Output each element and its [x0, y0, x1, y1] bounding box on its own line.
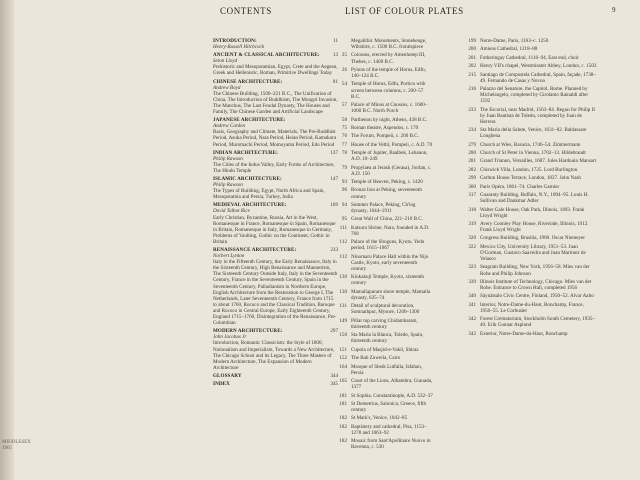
colour-plate-caption: St Mark's, Venice, 1042–85	[351, 415, 408, 422]
colour-plates-list-left	[333, 38, 433, 453]
colour-plate-page: 199	[468, 38, 476, 44]
contents-entry-title: MODERN ARCHITECTURE:	[213, 328, 283, 335]
colour-plate-caption: Bronze lion at Peking, seventeenth century	[351, 187, 422, 200]
colour-plate-entry	[333, 142, 433, 148]
colour-plate-caption: Mexico City, University Library, 1951–53. Juan O'Gorman, Gustavo Saavedra and Juan Martinez de Velasco	[480, 243, 586, 263]
colour-plate-page: 182	[339, 423, 347, 430]
contents-entry-author: Henry-Russell Hitchcock	[213, 44, 265, 51]
contents-entry-page: 81	[332, 78, 338, 85]
colour-plate-caption: Sta Maria la Blanca, Toledo, Spain, thirteenth century	[351, 332, 424, 345]
colour-plate-caption: Paris Opéra, 1861–74. Charles Garnier	[480, 183, 560, 190]
colour-plate-entry	[333, 332, 433, 344]
colour-plates-heading: LIST OF COLOUR PLATES	[345, 6, 464, 16]
colour-plate-page: 164	[339, 363, 347, 370]
colour-plate-caption: House of the Vettii, Pompeii, c. A.D. 70	[351, 141, 433, 148]
colour-plate-page: 95	[341, 216, 347, 223]
colour-plate-page: 322	[468, 243, 476, 250]
contents-entry-title: ANCIENT & CLASSICAL ARCHITECTURE:	[213, 52, 320, 59]
colour-plate-page: 181	[339, 400, 347, 407]
colour-plate-page: 234	[468, 127, 476, 134]
colour-plate-page: 339	[468, 278, 476, 285]
colour-plate-caption: Sta Maria della Salute, Venice, 1631–82. Baldassare Longhena	[480, 127, 587, 140]
colour-plate-entry	[333, 125, 433, 131]
colour-plate-page: 317	[468, 192, 476, 199]
colour-plate-page: 54	[341, 81, 347, 88]
contents-entry-author: Norbert Lynton	[213, 253, 245, 260]
colour-plate-page: 201	[468, 54, 476, 61]
colour-plate-caption: Ninomaru Palace Hall within the Nijo Castle, Kyoto, early seventeenth century	[351, 253, 429, 272]
colour-plate-entry	[462, 316, 597, 328]
contents-entry-author: Philip Rawson	[213, 182, 243, 189]
colour-plate-page: 341	[468, 301, 476, 308]
contents-entry-author: Philip Rawson	[213, 155, 243, 162]
colour-plate-entry	[462, 167, 597, 173]
colour-plate-entry	[462, 55, 597, 61]
colour-plate-page: 282	[468, 166, 476, 173]
colour-plate-caption: Notre-Dame, Paris, 1163–c. 1250	[480, 38, 549, 44]
colour-plate-caption: St Demetrius, Salonica, Greece, fifth century	[351, 400, 427, 413]
page-number: 9	[612, 6, 616, 14]
contents-entry-page: 297	[330, 328, 338, 335]
colour-plate-page: 58	[341, 116, 347, 123]
colour-plate-page: 77	[341, 141, 347, 148]
colour-plate-caption: Forest Crematorium, Stockholm South Cemetery, 1935–40. Erik Gunnar Asplund	[480, 316, 595, 329]
colour-plate-entry	[462, 302, 597, 314]
colour-plate-caption: Santiago de Compostela Cathedral, Spain, façade, 1738–49. Fernando de Casas y Novoa	[480, 71, 596, 84]
colour-plate-entry	[462, 38, 597, 44]
colour-plate-caption: Propylaea at Jerash (Gerasa), Jordan, c. A.D. 150	[351, 164, 432, 177]
colour-plate-caption: Colossus, erected by Amenhotep III, Thebes, c. 1400 B.C.	[351, 52, 426, 65]
colour-plate-caption: Chiswick Villa, London, 1725. Lord Burlington	[480, 166, 578, 173]
colour-plate-page: 111	[339, 224, 347, 231]
colour-plate-caption: Guaranty Building, Buffalo, N.Y., 1894–95. Louis H. Sullivan and Dankmar Adler	[480, 192, 589, 205]
colour-plate-page: 94	[341, 201, 347, 208]
colour-plate-page: 182	[339, 415, 347, 422]
colour-plate-page: 78	[341, 150, 347, 157]
colour-plate-page: 93	[341, 179, 347, 186]
colour-plate-entry	[333, 52, 433, 64]
colour-plate-page: 149	[339, 317, 347, 324]
colour-plate-entry	[333, 347, 433, 353]
contents-entry-head	[213, 373, 338, 379]
colour-plate-entry	[462, 192, 597, 204]
page-gutter	[0, 0, 14, 480]
colour-plate-caption: Pylons of the temple of Horus, Edfu, 140–124 B.C.	[351, 66, 426, 80]
colour-plate-entry	[333, 133, 433, 139]
contents-entry	[213, 247, 338, 326]
contents-entry-description: The Cities of the Indus Valley, Early Forms of Architecture, The Hindu Temple	[213, 161, 335, 174]
contents-entry-page: 233	[330, 247, 338, 253]
colour-plate-page: 76	[341, 133, 347, 140]
contents-entry-page: 345	[330, 380, 338, 387]
colour-plate-page: 25	[341, 52, 347, 59]
colour-plate-entry	[333, 38, 433, 50]
colour-plate-caption: Congress Building, Brasilia, 1960. Oscar Niemeyer	[480, 235, 585, 242]
contents-entry-title: ISLAMIC ARCHITECTURE:	[213, 175, 282, 182]
colour-plate-caption: The Bab Zuweila, Cairo	[351, 355, 401, 362]
colour-plate-caption: Summer Palace, Peking, Ch'ing dynasty, 1644–1911	[351, 201, 416, 215]
colour-plate-caption: Palace of Minos at Cnossos, c. 1600–1000 B.C. North Porch	[351, 102, 428, 115]
contents-entry	[213, 79, 338, 116]
colour-plate-entry	[333, 274, 433, 286]
colour-plate-page: 150	[339, 332, 347, 339]
colour-plate-caption: Seagram Building, New York, 1956–58. Mies van der Rohe and Philip Johnson	[480, 264, 590, 277]
colour-plate-page: 75	[341, 124, 347, 131]
colour-plate-caption: Fotheringay Cathedral, 1116–94, East end, choir	[480, 54, 579, 61]
contents-entry	[213, 381, 338, 387]
colour-plate-caption: Carlton House Terrace, London, 1827. John Nash	[480, 175, 581, 182]
colour-plate-caption: Katsura Shrine, Nara, founded in A.D. 768	[351, 224, 430, 237]
contents-entry-page: 147	[330, 175, 338, 182]
colour-plate-caption: Palazzo del Senatore, the Capitol, Rome. Planned by Michelangelo, completed by Girolamo Rainaldi after 1592	[480, 86, 589, 105]
imprint	[2, 440, 31, 452]
colour-plate-entry	[462, 86, 597, 104]
colour-plate-entry	[333, 378, 433, 390]
contents-entry-title: RENAISSANCE ARCHITECTURE:	[213, 247, 297, 253]
colour-plate-page: 131	[339, 303, 347, 310]
colour-plate-page: 216	[468, 86, 476, 93]
contents-entry-title: JAPANESE ARCHITECTURE:	[213, 117, 286, 124]
colour-plate-entry	[462, 142, 597, 148]
colour-plate-entry	[333, 150, 433, 162]
colour-plate-page: 152	[339, 355, 347, 362]
colour-plate-caption: Temple of Horus, Edfu, Portico with screen between columns, c. 200–57 B.C.	[351, 81, 426, 100]
imprint-line: 1965	[2, 446, 12, 451]
contents-entry-description: Introduction, Romantic Classicism: the Style of 1800, Nationalism and Imperialism, Towards a New Architecture, The Chicago School and its Legacy, The Three Masters of Modern Architecture, The Expansion of Modern Architecture	[213, 340, 335, 371]
colour-plate-page: 112	[339, 253, 347, 260]
colour-plate-entry	[462, 221, 597, 233]
colour-plate-caption: Illinois Institute of Technology, Chicago. Mies van der Rohe. Entrance to Crown Hall, completed 1956	[480, 278, 592, 292]
colour-plate-entry	[333, 239, 433, 251]
colour-plate-page	[333, 38, 347, 50]
colour-plate-caption: Henry VII's chapel, Westminster Abbey, London, c. 1503	[480, 63, 597, 70]
colour-plate-entry	[462, 279, 597, 291]
colour-plate-entry	[462, 46, 597, 52]
colour-plate-page: 318	[468, 206, 476, 213]
contents-entry-title: GLOSSARY	[213, 372, 242, 379]
colour-plate-caption: Pillar top carving Chidambaram, thirteenth century	[351, 317, 418, 330]
colour-plate-caption: Mosque of Sheik Lutfalla, Isfahan, Persia	[351, 363, 423, 376]
colour-plate-caption: Säynätsalo Civic Centre, Finland, 1950–52. Alvar Aalto	[480, 293, 594, 300]
colour-plate-caption: Exterior, Notre-Dame-du-Haut, Ronchamp	[480, 330, 568, 337]
colour-plate-entry	[462, 331, 597, 337]
contents-entry	[213, 150, 338, 174]
contents-entry-title: CHINESE ARCHITECTURE:	[213, 78, 283, 85]
contents-heading: CONTENTS	[220, 6, 272, 16]
colour-plate-caption: Mosaic from Sant'Apollinare Nuovo in Ravenna, c. 530	[351, 438, 431, 451]
contents-entry	[213, 52, 338, 76]
colour-plate-caption: Church of St Peter in Vienna, 1702–13. Hildebrandt	[480, 150, 586, 157]
colour-plate-entry	[333, 165, 433, 177]
colour-plate-entry	[462, 207, 597, 219]
colour-plate-caption: Amiens Cathedral, 1218–88	[480, 46, 538, 53]
colour-plate-page: 342	[468, 316, 476, 323]
colour-plate-entry	[462, 184, 597, 190]
colour-plate-entry	[333, 393, 433, 399]
colour-plate-page: 281	[468, 158, 476, 165]
colour-plate-page: 342	[468, 330, 476, 337]
colour-plate-page: 182	[339, 438, 347, 445]
colour-plate-entry	[462, 264, 597, 276]
colour-plate-page: 320	[468, 235, 476, 242]
colour-plate-entry	[333, 303, 433, 315]
colour-plate-caption: Parthenon by night, Athens, 438 B.C.	[351, 116, 428, 123]
contents-entry-head	[213, 381, 338, 387]
contents-entry-page: 13	[332, 52, 338, 59]
colour-plates-list-right	[462, 38, 597, 339]
contents-entry	[213, 373, 338, 379]
colour-plate-entry	[333, 318, 433, 330]
colour-plate-entry	[333, 179, 433, 185]
colour-plate-page: 215	[468, 71, 476, 78]
colour-plate-entry	[333, 67, 433, 79]
colour-plate-caption: Baptistery and cathedral, Pisa, 1153–1278 and 1063–92	[351, 423, 427, 436]
colour-plate-caption: Kinkakuji Temple, Kyoto, sixteenth century	[351, 274, 424, 287]
colour-plate-page: 323	[468, 264, 476, 271]
contents-entry-description: Prehistoric and Mesopotamian, Egypt, Crete and the Aegean, Greek and Hellenistic, Roman, Primitive Dwellings Today	[213, 64, 338, 77]
contents-entry-page: 344	[330, 372, 338, 379]
colour-plate-entry	[333, 424, 433, 436]
contents-entry-description: Early Christian, Byzantine, Russia, Art in the West, Romanesque in France, Romanesque in Spain, Romanesque in Britain, Romanesque in Italy, Romanesque in Germany, Problems of Vaulting, Gothic on the Continent, Gothic in Britain	[213, 214, 336, 245]
colour-plate-caption: Church at Wies, Bavaria, 1746–54. Zimmermann	[480, 141, 581, 148]
colour-plate-caption: The Escorial, near Madrid, 1563–84. Begun for Philip II by Juan Bautista de Toledo, completed by Juan de Herrera	[480, 106, 596, 125]
contents-entry-description: Italy in the Fifteenth Century, the Early Renaissance, Italy in the Sixteenth Century, High Renaissance and Mannerism, The Sixteenth Century Outside Italy, Italy in the Seventeenth Century, France in the Seventeenth Century, Spain in the Seventeenth Century, Palladianism in Northern Europe, English Architecture from the Restoration to George I, The Netherlands, Later Seventeenth Century, France from 1715 to about 1760, Rococo and the Classical Tradition, Baroque and Rococo in Central Europe, Early Eighteenth Century, England 1715–1760, Disintegration of the Renaissance, Pre-Columbian	[213, 259, 338, 327]
contents-entry-author: John Jacobus Jr	[213, 334, 247, 341]
colour-plate-entry	[462, 158, 597, 164]
colour-plate-caption: Palace of the Shoguns, Kyoto, Yedo period, 1615–1867	[351, 239, 425, 252]
colour-plate-entry	[333, 254, 433, 272]
contents-entry-author: Andrew Boyd	[213, 84, 241, 91]
colour-plate-entry	[333, 401, 433, 413]
colour-plate-page: 233	[468, 106, 476, 113]
contents-entry-page: 11	[333, 38, 338, 44]
contents-entry	[213, 202, 338, 245]
colour-plate-page: 279	[468, 141, 476, 148]
colour-plate-page: 280	[468, 150, 476, 157]
colour-plate-entry	[462, 175, 597, 181]
colour-plate-entry	[333, 102, 433, 114]
contents-entry	[213, 328, 338, 371]
contents-list	[213, 38, 338, 389]
contents-entry-description: The Types of Building, Egypt, North Africa and Spain, Mesopotamia and Persia, Turkey, India	[213, 188, 325, 201]
colour-plate-caption: Megalithic Monuments, Stonehenge, Wiltshire, c. 1500 B.C. frontispiece	[351, 38, 427, 51]
contents-entry-title: INDEX	[213, 380, 230, 387]
colour-plate-page: 79	[341, 164, 347, 171]
colour-plate-entry	[333, 438, 433, 450]
colour-plate-entry	[333, 289, 433, 301]
colour-plate-caption: Detail of sculptural decoration, Somnathpur, Mysore, 1200–1300	[351, 303, 420, 316]
colour-plate-entry	[333, 216, 433, 222]
colour-plate-caption: Court of the Lions, Alhambra, Granada, 1377	[351, 378, 433, 391]
colour-plate-caption: Great Wall of China, 221–210 B.C.	[351, 216, 423, 223]
contents-entry-page: 137	[330, 149, 338, 156]
colour-plate-page: 112	[339, 239, 347, 246]
colour-plate-page: 300	[468, 183, 476, 190]
colour-plate-caption: Mamallapuram shore temple, Mamalla dynasty, 625–74	[351, 288, 431, 301]
colour-plate-page: 181	[339, 392, 347, 399]
colour-plate-caption: Grand Trianon, Versailles, 1687. Jules Hardouin Mansart	[480, 158, 597, 165]
colour-plate-caption: Cupola of Masjid-e-Vakil, Shiraz	[351, 346, 419, 353]
colour-plate-entry	[333, 355, 433, 361]
contents-entry	[213, 117, 338, 147]
colour-plate-entry	[333, 202, 433, 214]
colour-plate-caption: Interior, Notre-Dame-du-Haut, Ronchamp, France, 1950–55. Le Corbusier	[480, 301, 584, 314]
colour-plate-entry	[333, 117, 433, 123]
contents-entry-title: INTRODUCTION:	[213, 38, 257, 44]
colour-plate-entry	[333, 415, 433, 421]
contents-entry-title: INDIAN ARCHITECTURE:	[213, 149, 278, 156]
colour-plate-caption: Roman theatre, Aspendos, c. 170	[351, 124, 419, 131]
colour-plate-page: 165	[339, 378, 347, 385]
colour-plate-page: 200	[468, 46, 476, 53]
contents-entry	[213, 38, 338, 50]
colour-plate-page: 319	[468, 221, 476, 227]
colour-plate-page: 96	[341, 187, 347, 194]
contents-entry	[213, 176, 338, 200]
contents-entry-author: Seton Lloyd	[213, 58, 238, 65]
colour-plate-entry	[333, 225, 433, 237]
colour-plate-caption: Temple of Jupiter, Baalbek, Lebanon, A.D. 10–249	[351, 150, 428, 163]
colour-plate-entry	[462, 293, 597, 299]
contents-entry-author: David Talbot Rice	[213, 208, 250, 215]
colour-plate-page: 57	[341, 102, 347, 109]
colour-plate-entry	[333, 364, 433, 376]
colour-plate-entry	[462, 235, 597, 241]
colour-plate-caption: Avery Coonley Play House, Riverside, Illinois, 1912. Frank Lloyd Wright	[480, 221, 589, 234]
colour-plate-page: 299	[468, 175, 476, 182]
contents-entry-description: Basis, Geography and Climate, Materials, The Pre-Buddhist Period, Asuka Period, Nara Period, Heian Period, Kamakura Period, Muromachi Period, Momoyama Period, Edo Period	[213, 129, 337, 148]
colour-plate-caption: Temple of Heaven, Peking, c. 1420	[351, 179, 423, 186]
imprint-line: MIDDLESEX	[2, 440, 31, 445]
colour-plate-page: 151	[339, 346, 347, 353]
colour-plate-entry	[462, 150, 597, 156]
colour-plate-page: 202	[468, 63, 476, 70]
colour-plate-page: 130	[339, 288, 347, 295]
colour-plate-caption: Walter Gale House, Oak Park, Illinois, 1893. Frank Lloyd Wright	[480, 206, 585, 219]
colour-plate-page: 340	[468, 293, 476, 300]
contents-entry-author: Andrew Carden	[213, 123, 246, 130]
contents-entry-description: The Chinese Building, 1500–221 B.C., The Unification of China, The Introduction of Buddhism, The Mongol Invasion, The Manchus, The Last Feudal Dynasty, The Houses and Family, The Chinese Garden and Artificial Landscape	[213, 90, 338, 116]
colour-plate-entry	[462, 107, 597, 125]
colour-plate-entry	[462, 127, 597, 139]
contents-entry-title: MEDIEVAL ARCHITECTURE:	[213, 202, 287, 209]
colour-plate-entry	[462, 63, 597, 69]
colour-plate-page: 130	[339, 274, 347, 281]
colour-plate-entry	[462, 244, 597, 262]
colour-plate-page: 26	[341, 66, 347, 73]
colour-plate-caption: The Forum, Pompeii, c. 200 B.C.	[351, 133, 419, 140]
colour-plate-entry	[333, 187, 433, 199]
contents-entry-page: 169	[330, 202, 338, 209]
colour-plate-entry	[462, 72, 597, 84]
colour-plate-caption: St Sophia, Constantinople, A.D. 532–37	[351, 392, 433, 399]
